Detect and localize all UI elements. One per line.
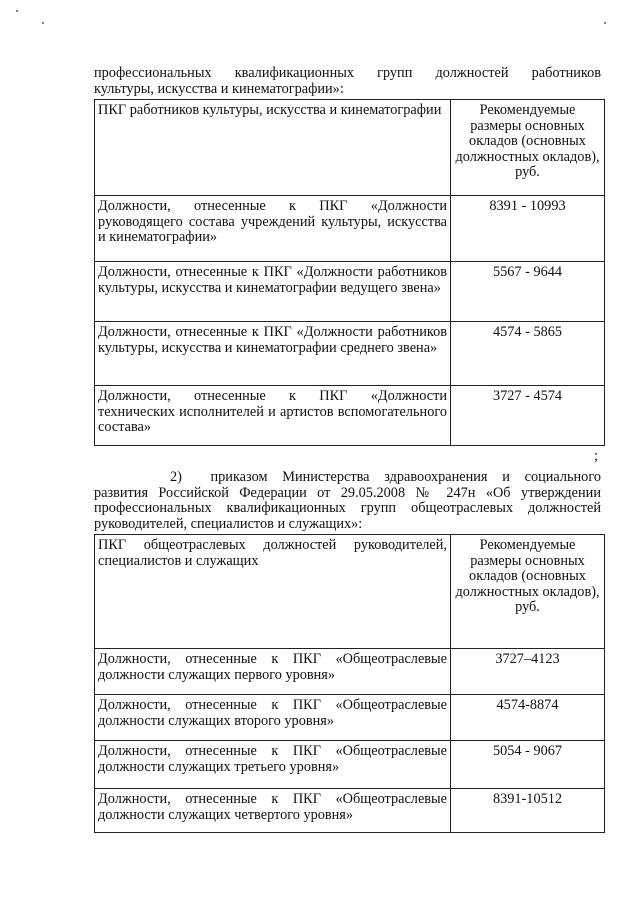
- table-cell-group: Должности, отнесенные к ПКГ «Должности работников культуры, искусства и кинематографии ведущего звена»: [95, 262, 451, 322]
- salary-table-culture: [94, 99, 605, 446]
- scan-speck: [604, 22, 606, 24]
- table-header-row: [95, 100, 605, 196]
- scan-speck: [16, 10, 18, 12]
- table-cell-group: Должности, отнесенные к ПКГ «Должности руководящего состава учреждений культуры, искусства и кинематографии»: [95, 196, 451, 262]
- intro-paragraph: [94, 66, 601, 97]
- table-cell-salary: 4574-8874: [451, 695, 605, 741]
- table-cell-salary: 4574 - 5865: [451, 322, 605, 386]
- table-header-right: Рекомендуемые размеры основных окладов (основных должностных окладов), руб.: [451, 535, 605, 649]
- table-cell-group: Должности, отнесенные к ПКГ «Общеотраслевые должности служащих первого уровня»: [95, 649, 451, 695]
- table-cell-salary: 3727–4123: [451, 649, 605, 695]
- table-row: [95, 262, 605, 322]
- table-row: [95, 196, 605, 262]
- table-cell-salary: 3727 - 4574: [451, 386, 605, 446]
- table-row: [95, 386, 605, 446]
- table-row: [95, 695, 605, 741]
- table-cell-salary: 5054 - 9067: [451, 741, 605, 789]
- table-header-left: ПКГ общеотраслевых должностей руководителей, специалистов и служащих: [95, 535, 451, 649]
- table-cell-group: Должности, отнесенные к ПКГ «Общеотраслевые должности служащих второго уровня»: [95, 695, 451, 741]
- table-header-left: ПКГ работников культуры, искусства и кинематографии: [95, 100, 451, 196]
- table-cell-salary: 8391 - 10993: [451, 196, 605, 262]
- table-row: [95, 789, 605, 833]
- table-cell-group: Должности, отнесенные к ПКГ «Должности технических исполнителей и артистов вспомогательного состава»: [95, 386, 451, 446]
- table-cell-group: Должности, отнесенные к ПКГ «Должности работников культуры, искусства и кинематографии среднего звена»: [95, 322, 451, 386]
- intro-line: профессиональных квалификационных групп должностей работников: [94, 65, 601, 81]
- table-cell-group: Должности, отнесенные к ПКГ «Общеотраслевые должности служащих четвертого уровня»: [95, 789, 451, 833]
- scan-speck: [42, 22, 44, 24]
- table-cell-group: Должности, отнесенные к ПКГ «Общеотраслевые должности служащих третьего уровня»: [95, 741, 451, 789]
- table-header-row: [95, 535, 605, 649]
- trailing-semicolon: ;: [594, 448, 598, 464]
- paragraph-order-247n: 2) приказом Министерства здравоохранения и социального развития Российской Федерации от 29.05.2008 № 247н «Об утверждении профессиональных квалификационных групп общеотраслевых должностей руководителей, специалистов и служащих»:: [94, 469, 601, 532]
- salary-table-general: [94, 534, 605, 833]
- table-row: [95, 741, 605, 789]
- table-header-right: Рекомендуемые размеры основных окладов (основных должностных окладов), руб.: [451, 100, 605, 196]
- intro-line: культуры, искусства и кинематографии»:: [94, 80, 344, 97]
- table-row: [95, 649, 605, 695]
- table-row: [95, 322, 605, 386]
- table-cell-salary: 5567 - 9644: [451, 262, 605, 322]
- table-cell-salary: 8391-10512: [451, 789, 605, 833]
